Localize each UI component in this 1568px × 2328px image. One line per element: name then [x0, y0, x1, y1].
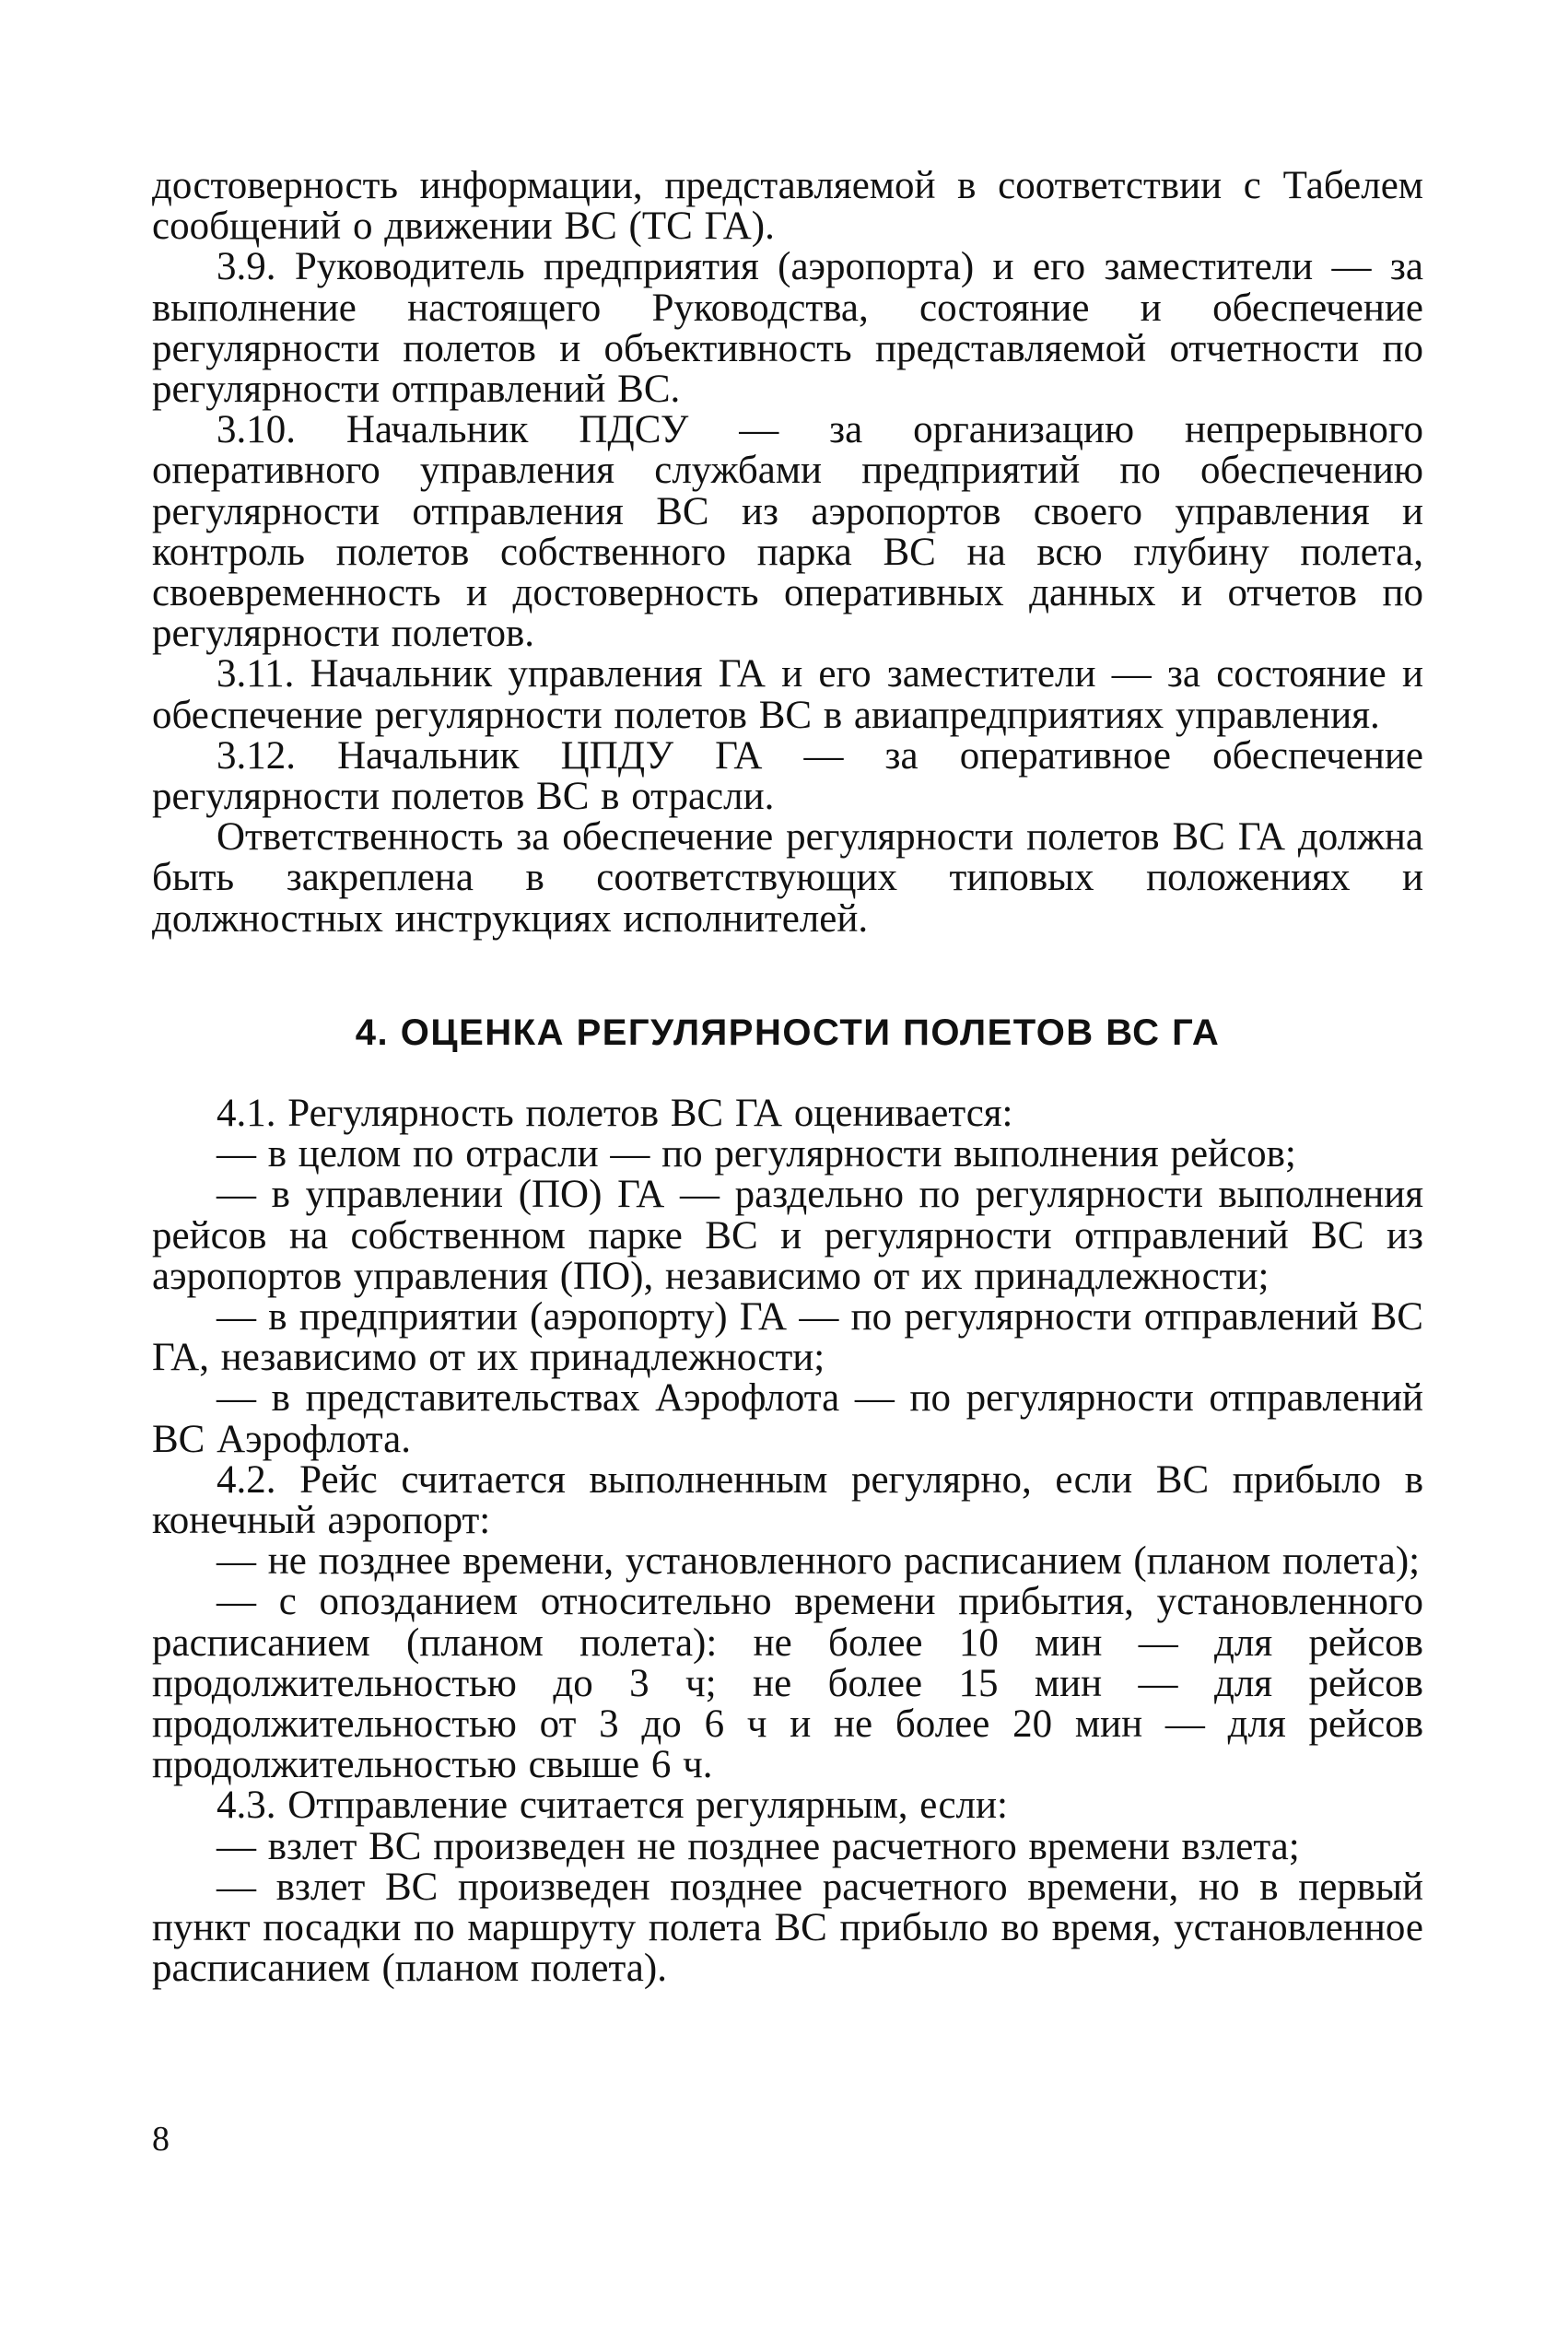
paragraph: — в управлении (ПО) ГА — раздельно по регулярности выполнения рейсов на собственном парке ВС и регулярности отправлений ВС из аэропортов управления (ПО), независимо от их принадлежности; [152, 1173, 1423, 1298]
paragraph: — в представительствах Аэрофлота — по регулярности отправлений ВС Аэрофлота. [152, 1376, 1423, 1461]
paragraph: 3.9. Руководитель предприятия (аэропорта) и его заместители — за выполнение настоящего Руководства, состояние и обеспечение регулярности полетов и объективность представляемой отчетности по регулярности отправлений ВС. [152, 245, 1423, 412]
paragraph: достоверность информации, представляемой в соответствии с Табелем сообщений о движении ВС (ТС ГА). [152, 164, 1423, 249]
top-text-block [152, 166, 1423, 940]
paragraph: 3.11. Начальник управления ГА и его заместители — за состояние и обеспечение регулярности полетов ВС в авиапредприятиях управления. [152, 652, 1423, 737]
bottom-text-block [152, 1094, 1423, 1989]
section-heading: 4. ОЦЕНКА РЕГУЛЯРНОСТИ ПОЛЕТОВ ВС ГА [355, 1012, 1221, 1053]
paragraph: Ответственность за обеспечение регулярности полетов ВС ГА должна быть закреплена в соответствующих типовых положениях и должностных инструкциях исполнителей. [152, 815, 1423, 941]
page-number: 8 [152, 2120, 170, 2158]
paragraph: 3.10. Начальник ПДСУ — за организацию непрерывного оперативного управления службами предприятий по обеспечению регулярности отправления ВС из аэропортов своего управления и контроль полетов собственного парка ВС на всю глубину полета, своевременность и достоверность оперативных данных и отчетов по регулярности полетов. [152, 408, 1423, 656]
paragraph: — в целом по отрасли — по регулярности выполнения рейсов; [216, 1132, 1296, 1176]
paragraph: 4.3. Отправление считается регулярным, если: [216, 1784, 1008, 1828]
paragraph: 4.2. Рейс считается выполненным регулярно, если ВС прибыло в конечный аэропорт: [152, 1457, 1423, 1543]
paragraph: — в предприятии (аэропорту) ГА — по регулярности отправлений ВС ГА, независимо от их принадлежности; [152, 1295, 1423, 1380]
paragraph: 3.12. Начальник ЦПДУ ГА — за оперативное обеспечение регулярности полетов ВС в отрасли. [152, 733, 1423, 819]
paragraph: — не позднее времени, установленного расписанием (планом полета); [216, 1539, 1421, 1584]
paragraph: — взлет ВС произведен позднее расчетного времени, но в первый пункт посадки по маршруту полета ВС прибыло во время, установленное расписанием (планом полета). [152, 1865, 1423, 1991]
paragraph: 4.1. Регулярность полетов ВС ГА оценивается: [216, 1092, 1013, 1135]
paragraph: — с опозданием относительно времени прибытия, установленного расписанием (планом полета): не более 10 мин — для рейсов продолжительностью до 3 ч; не более 15 мин — для рейсов продолжительностью от 3 до 6 ч и не более 20 мин — для рейсов продолжительностью свыше 6 ч. [152, 1580, 1423, 1787]
paragraph: — взлет ВС произведен не позднее расчетного времени взлета; [216, 1824, 1300, 1868]
